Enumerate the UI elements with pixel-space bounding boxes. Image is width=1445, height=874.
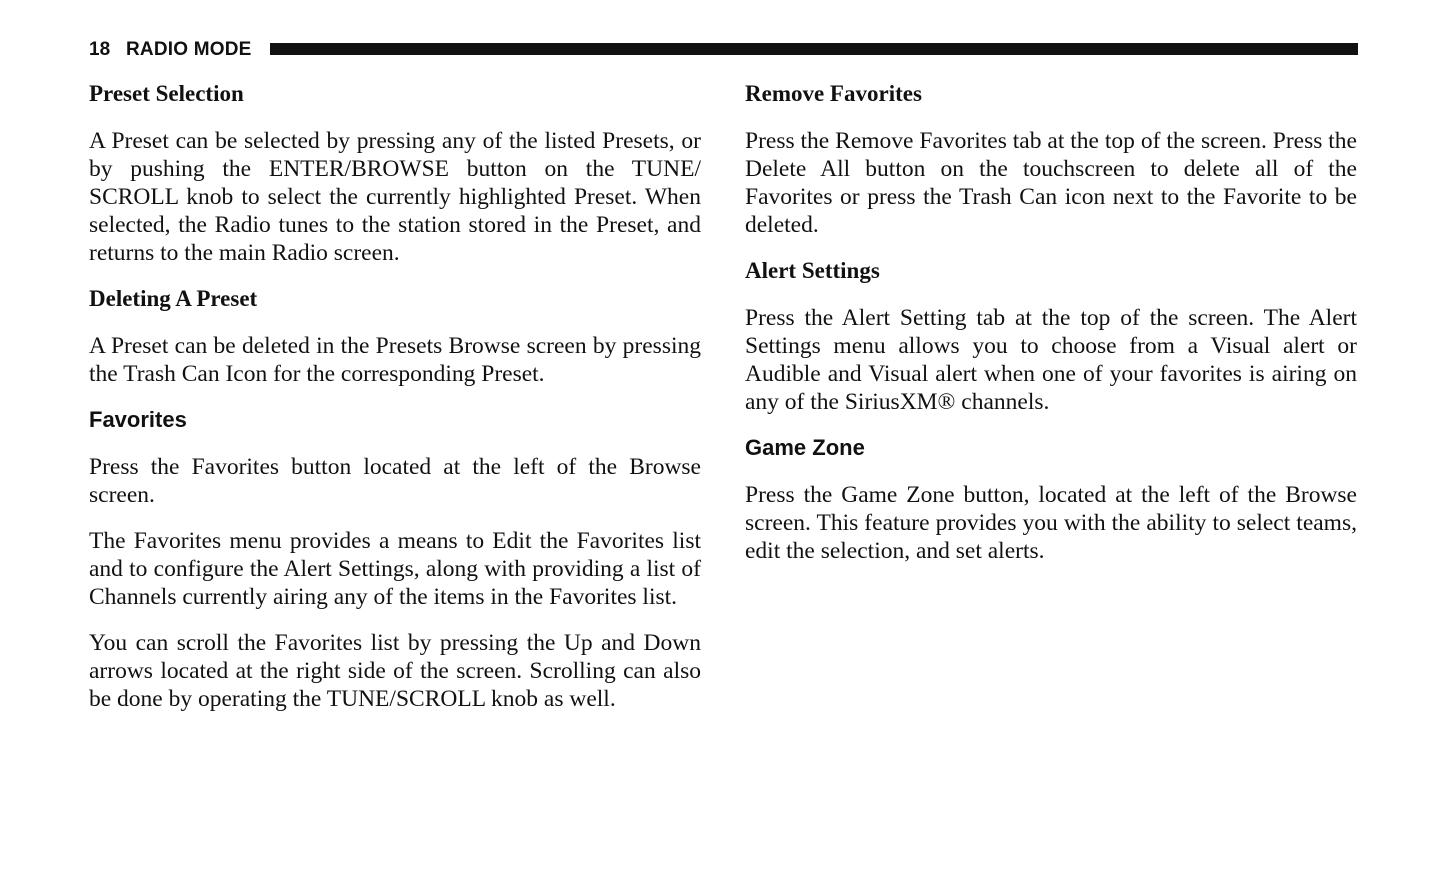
alert-settings-text: Press the Alert Setting tab at the top of the screen. The Alert Settings menu allows you to choose from a Visual alert or Audible and Visual alert when one of your favorites is airing on any of the SiriusXM® channels. bbox=[745, 305, 1357, 415]
favorites-text-2: The Favorites menu provides a means to Edit the Favorites list and to configure the Alert Settings, along with providing a list of Channels currently airing any of the items in the Favorites list. bbox=[89, 528, 701, 610]
game-zone-heading: Game Zone bbox=[745, 435, 865, 460]
favorites-text-1: Press the Favorites button located at the left of the Browse screen. bbox=[89, 454, 701, 508]
favorites-heading: Favorites bbox=[89, 407, 187, 432]
deleting-preset-heading: Deleting A Preset bbox=[89, 286, 258, 311]
right-column bbox=[745, 80, 1357, 565]
remove-favorites-text: Press the Remove Favorites tab at the top of the screen. Press the Delete All button on the touchscreen to delete all of the Favorites or press the Trash Can icon next to the Favorite to be deleted. bbox=[745, 128, 1357, 238]
preset-selection-text: A Preset can be selected by pressing any of the listed Presets, or by pushing the ENTER/BROWSE button on the TUNE/ SCROLL knob to select the currently highlighted Preset. When selected, the Radio tunes to the station stored in the Preset, and returns to the main Radio screen. bbox=[89, 128, 701, 266]
section-title: RADIO MODE bbox=[126, 39, 252, 60]
header-rule bbox=[270, 43, 1358, 55]
deleting-preset-text: A Preset can be deleted in the Presets Browse screen by pressing the Trash Can Icon for the corresponding Preset. bbox=[89, 333, 701, 387]
page-number: 18 bbox=[89, 39, 111, 60]
favorites-text-3: You can scroll the Favorites list by pressing the Up and Down arrows located at the right side of the screen. Scrolling can also be done by operating the TUNE/SCROLL knob as well. bbox=[89, 630, 701, 712]
game-zone-text: Press the Game Zone button, located at the left of the Browse screen. This feature provides you with the ability to select teams, edit the selection, and set alerts. bbox=[745, 482, 1357, 564]
alert-settings-heading: Alert Settings bbox=[745, 258, 880, 283]
remove-favorites-heading: Remove Favorites bbox=[745, 81, 922, 106]
page-header bbox=[89, 38, 1358, 62]
left-column bbox=[89, 80, 701, 713]
preset-selection-heading: Preset Selection bbox=[89, 81, 244, 106]
